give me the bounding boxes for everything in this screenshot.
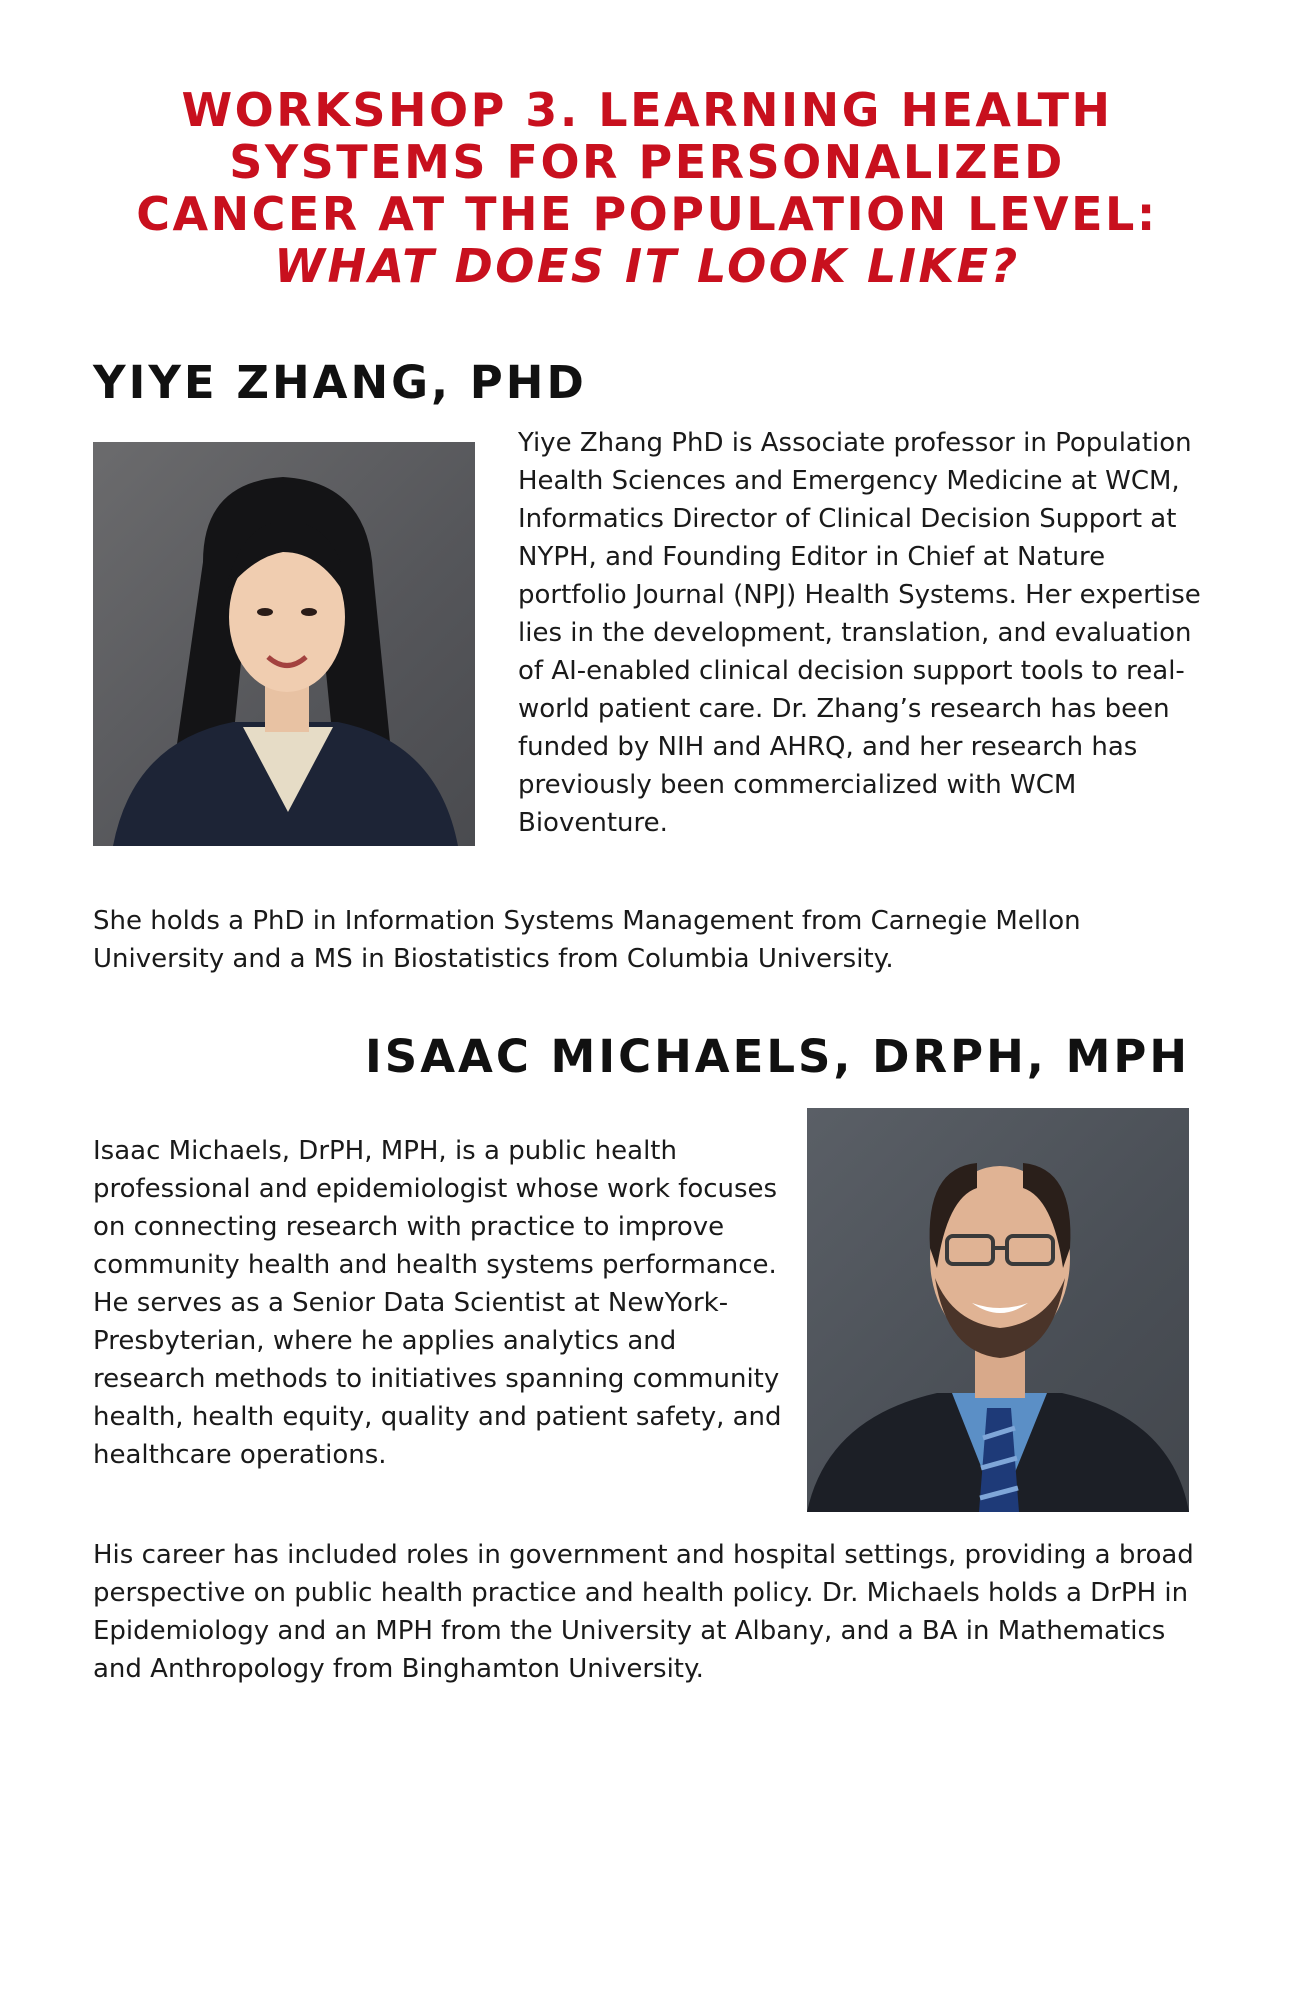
speaker-career-michaels: His career has included roles in government and hospital settings, providing a broad perspective on public health practice and health policy. Dr. Michaels holds a DrPH in Epidemiology and an MPH from the University at Albany, and a BA in Mathematics and Anthropology from Binghamton University. <box>93 1540 1194 1684</box>
speaker-education-zhang: She holds a PhD in Information Systems Management from Carnegie Mellon University and a MS in Biostatistics from Columbia University. <box>93 906 1081 974</box>
speaker-name-michaels: ISAAC MICHAELS, DRPH, MPH <box>365 1030 1190 1083</box>
speaker-photo-zhang <box>93 442 475 846</box>
title-line-3: CANCER AT THE POPULATION LEVEL: <box>136 187 1158 241</box>
title-line-4: WHAT DOES IT LOOK LIKE? <box>274 239 1020 293</box>
title-line-1: WORKSHOP 3. LEARNING HEALTH <box>181 83 1113 137</box>
speaker-photo-michaels <box>807 1108 1189 1512</box>
speaker-name-zhang: YIYE ZHANG, PHD <box>93 356 587 409</box>
title-line-2: SYSTEMS FOR PERSONALIZED <box>229 135 1065 189</box>
speaker-bio-michaels: Isaac Michaels, DrPH, MPH, is a public health professional and epidemiologist whose work focuses on connecting research with practice to improve community health and health systems performance. He serves as a Senior Data Scientist at NewYork-Presbyterian, where he applies analytics and research methods to initiatives spanning community health, health equity, quality and patient safety, and healthcare operations. <box>93 1136 782 1470</box>
workshop-title <box>40 84 1254 292</box>
speaker-bio-zhang: Yiye Zhang PhD is Associate professor in Population Health Sciences and Emergency Medicine at WCM, Informatics Director of Clinical Decision Support at NYPH, and Founding Editor in Chief at Nature portfolio Journal (NPJ) Health Systems. Her expertise lies in the development, translation, and evaluation of AI-enabled clinical decision support tools to real-world patient care. Dr. Zhang’s research has been funded by NIH and AHRQ, and her research has previously been commercialized with WCM Bioventure. <box>518 428 1201 838</box>
